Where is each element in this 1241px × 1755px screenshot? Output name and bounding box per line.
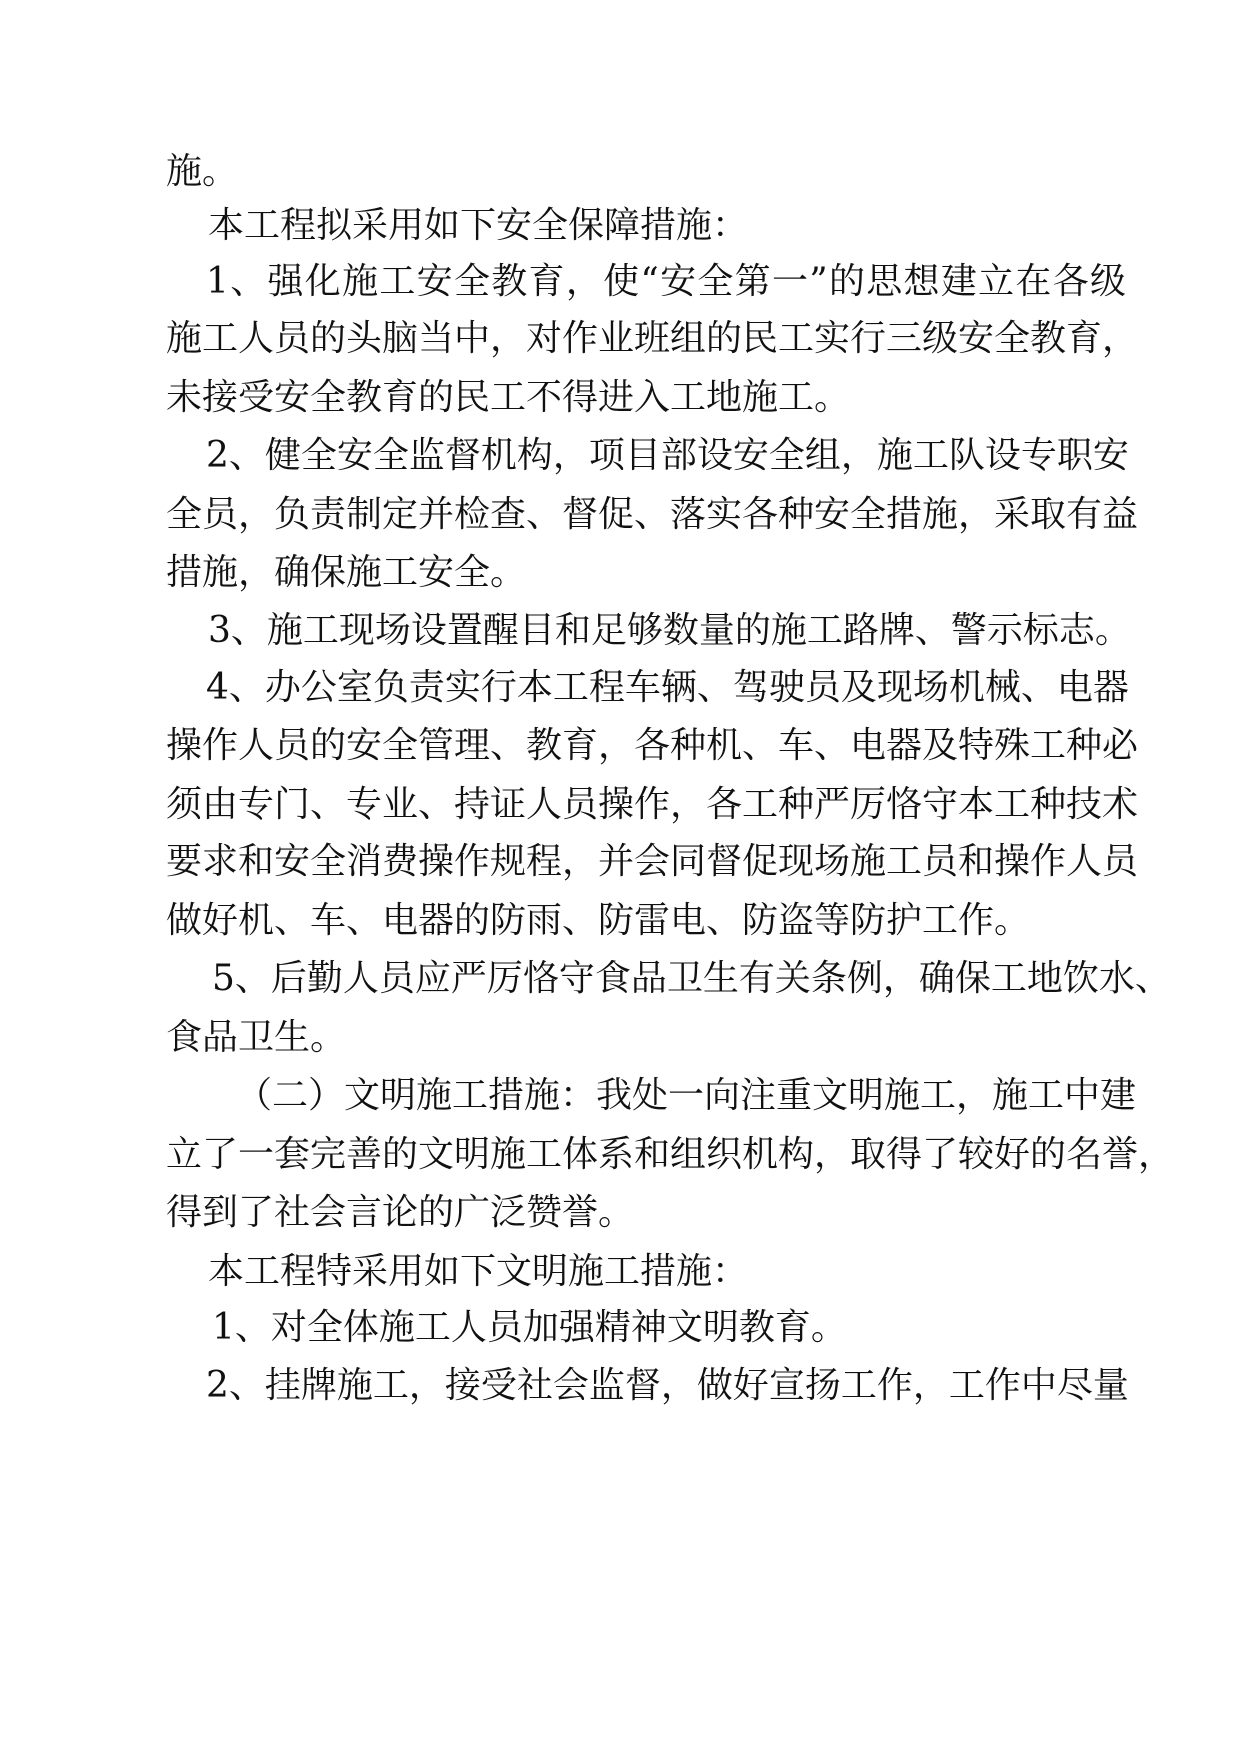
- text-line: 本工程特采用如下文明施工措施：: [208, 1251, 749, 1292]
- text-line: 5、后勤人员应严厉恪守食品卫生有关条例，确保工地饮水、: [212, 958, 1171, 999]
- text-line: 4、办公室负责实行本工程车辆、驾驶员及现场机械、电器: [206, 667, 1129, 708]
- text-line: 立了一套完善的文明施工体系和组织机构，取得了较好的名誉，: [166, 1134, 1175, 1175]
- text-line: 1、强化施工安全教育，使“安全第一”的思想建立在各级: [206, 261, 1126, 302]
- text-line: 要求和安全消费操作规程，并会同督促现场施工员和操作人员: [166, 841, 1139, 882]
- text-line: 操作人员的安全管理、教育，各种机、车、电器及特殊工种必: [166, 725, 1139, 766]
- text-line: 食品卫生。: [166, 1017, 347, 1058]
- text-line: 措施，确保施工安全。: [166, 552, 527, 593]
- text-line: 2、健全安全监督机构，项目部设安全组，施工队设专职安: [206, 435, 1129, 476]
- text-line: 施工人员的头脑当中，对作业班组的民工实行三级安全教育，: [166, 318, 1139, 359]
- text-line: （二）文明施工措施：我处一向注重文明施工，施工中建: [236, 1075, 1137, 1116]
- text-line: 全员，负责制定并检查、督促、落实各种安全措施，采取有益: [166, 494, 1139, 535]
- text-line: 未接受安全教育的民工不得进入工地施工。: [166, 377, 851, 418]
- text-line: 1、对全体施工人员加强精神文明教育。: [212, 1307, 847, 1348]
- text-line: 2、挂牌施工，接受社会监督，做好宣扬工作，工作中尽量: [206, 1365, 1129, 1406]
- text-line: 3、施工现场设置醒目和足够数量的施工路牌、警示标志。: [208, 610, 1131, 651]
- text-line: 施。: [166, 151, 239, 192]
- text-line: 做好机、车、电器的防雨、防雷电、防盗等防护工作。: [166, 900, 1031, 941]
- text-line: 须由专门、专业、持证人员操作，各工种严厉恪守本工种技术: [166, 784, 1139, 825]
- text-line: 得到了社会言论的广泛赞誉。: [166, 1192, 635, 1233]
- text-line: 本工程拟采用如下安全保障措施：: [208, 205, 749, 246]
